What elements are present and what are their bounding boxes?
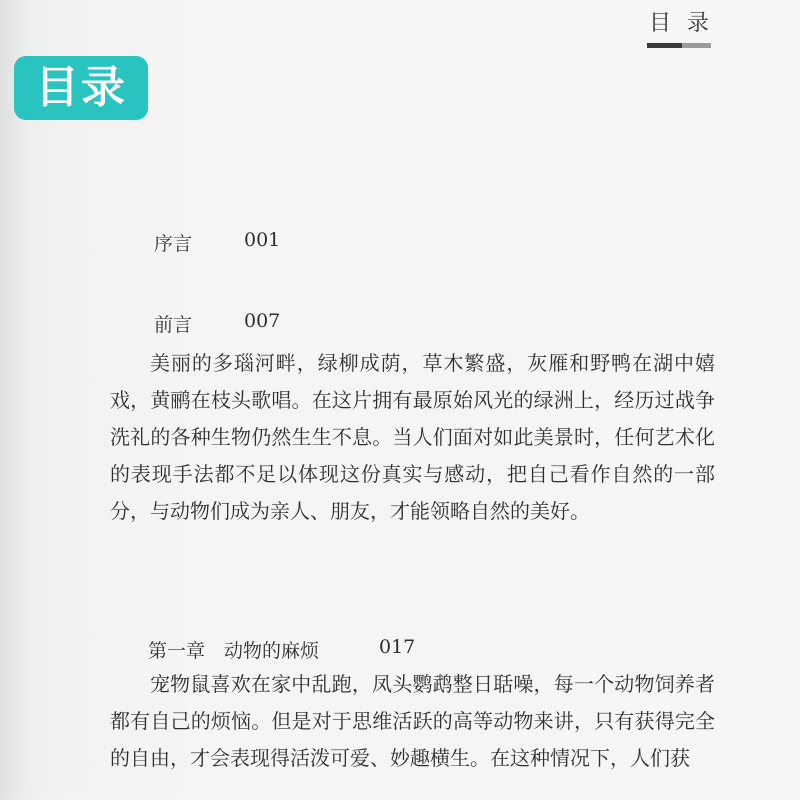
foreword-summary: 美丽的多瑙河畔，绿柳成荫，草木繁盛，灰雁和野鸭在湖中嬉戏，黄鹂在枝头歌唱。在这片拥有最原始风光的绿洲上，经历过战争洗礼的各种生物仍然生生不息。当人们面对如此美景时，任何艺术化的表现手法都不足以体现这份真实与感动，把自己看作自然的一部分，与动物们成为亲人、朋友，才能领略自然的美好。	[110, 351, 715, 523]
chapter-1-summary: 宠物鼠喜欢在家中乱跑，凤头鹦鹉整日聒噪，每一个动物饲养者都有自己的烦恼。但是对于思维活跃的高等动物来讲，只有获得完全的自由，才会表现得活泼可爱、妙趣横生。在这种情况下，人们获	[110, 672, 715, 770]
toc-entry-page: 007	[244, 310, 281, 332]
toc-entry-title: 前言	[154, 314, 193, 336]
toc-entry-page: 001	[244, 229, 281, 251]
page-bottom-fade	[0, 786, 800, 800]
running-head: 目录	[649, 11, 726, 36]
toc-entry-title: 第一章 动物的麻烦	[148, 640, 320, 662]
toc-entry-chapter-1[interactable]	[148, 636, 416, 663]
toc-entry-preface[interactable]	[154, 229, 281, 256]
toc-entry-page: 017	[379, 636, 416, 658]
toc-entry-foreword[interactable]	[154, 310, 281, 337]
toc-badge: 目录	[14, 56, 148, 120]
page-gutter	[0, 0, 26, 800]
toc-entry-title: 序言	[154, 233, 193, 255]
running-head-rule	[647, 43, 711, 48]
